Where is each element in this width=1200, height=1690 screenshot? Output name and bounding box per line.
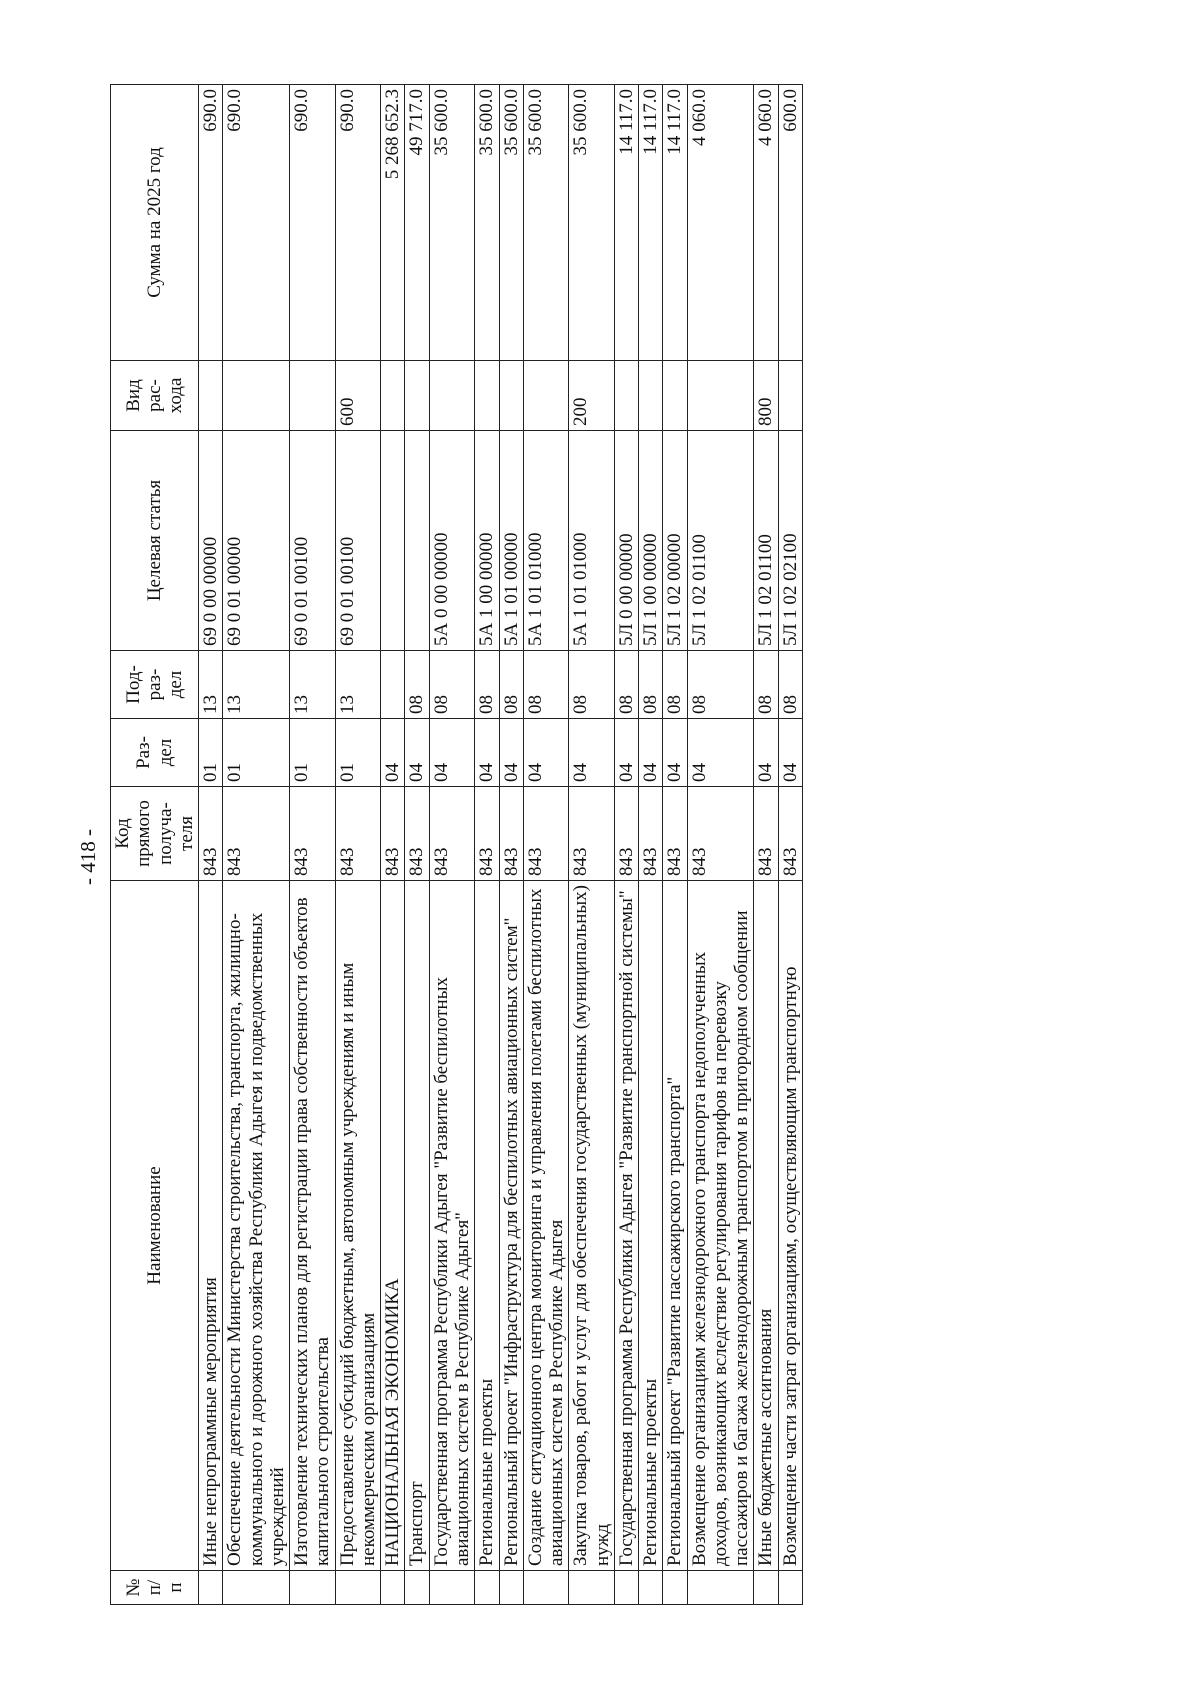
cell-name: Возмещение части затрат организациям, осуществляющим транспортную [778,881,802,1571]
cell-subsection: 08 [569,651,615,719]
cell-subsection: 08 [687,651,754,719]
cell-article: 5Л 1 02 01100 [687,431,754,651]
header-code: Код прямого получа-теля [111,787,199,881]
cell-subsection: 08 [639,651,663,719]
cell-name: Транспорт [405,881,429,1571]
cell-subsection: 08 [614,651,638,719]
cell-section: 04 [614,719,638,787]
cell-sum: 14 117.0 [639,85,663,361]
cell-article: 5А 1 01 01000 [569,431,615,651]
cell-code: 843 [290,787,336,881]
cell-name: Региональный проект "Развитие пассажирского транспорта" [663,881,687,1571]
header-name: Наименование [111,881,199,1571]
table-row [687,85,754,1605]
cell-sum: 49 717.0 [405,85,429,361]
cell-sum: 690.0 [290,85,336,361]
cell-sum: 690.0 [199,85,223,361]
cell-subsection: 08 [523,651,569,719]
cell-kind [778,361,802,431]
cell-subsection: 13 [199,651,223,719]
table-row [569,85,615,1605]
cell-code: 843 [199,787,223,881]
cell-article: 5Л 1 02 02100 [778,431,802,651]
header-subsection: Под-раз-дел [111,651,199,719]
cell-sum: 35 600.0 [523,85,569,361]
cell-num [290,1571,336,1605]
cell-kind [523,361,569,431]
table-body [199,85,803,1605]
cell-name: Иные непрограммные мероприятия [199,881,223,1571]
cell-code: 843 [754,787,778,881]
cell-sum: 4 060.0 [687,85,754,361]
cell-num [475,1571,499,1605]
cell-code: 843 [639,787,663,881]
cell-section: 04 [778,719,802,787]
table-row [290,85,336,1605]
cell-kind [381,361,405,431]
cell-name: Обеспечение деятельности Министерства строительства, транспорта, жилищно-коммунального и дорожного хозяйства Республики Адыгея и подведомственных учреждений [223,881,290,1571]
cell-sum: 690.0 [223,85,290,361]
cell-subsection: 13 [290,651,336,719]
cell-subsection: 08 [429,651,475,719]
cell-name: Иные бюджетные ассигнования [754,881,778,1571]
table-row [499,85,523,1605]
cell-name: Предоставление субсидий бюджетным, автономным учреждениям и иным некоммерческим организациям [335,881,381,1571]
cell-kind [405,361,429,431]
cell-sum: 35 600.0 [429,85,475,361]
cell-section: 04 [569,719,615,787]
cell-code: 843 [381,787,405,881]
cell-article: 5Л 1 00 00000 [639,431,663,651]
cell-subsection [381,651,405,719]
cell-kind [199,361,223,431]
cell-section: 01 [199,719,223,787]
cell-subsection: 13 [223,651,290,719]
cell-subsection: 08 [405,651,429,719]
cell-sum: 14 117.0 [663,85,687,361]
cell-subsection: 08 [475,651,499,719]
cell-num [569,1571,615,1605]
cell-article [381,431,405,651]
cell-name: Изготовление технических планов для регистрации права собственности объектов капитального строительства [290,881,336,1571]
cell-subsection: 08 [499,651,523,719]
cell-num [429,1571,475,1605]
cell-section: 04 [499,719,523,787]
cell-article [405,431,429,651]
cell-kind [499,361,523,431]
cell-section: 04 [663,719,687,787]
cell-article: 69 0 01 00100 [290,431,336,651]
cell-sum: 35 600.0 [475,85,499,361]
cell-sum: 35 600.0 [499,85,523,361]
cell-code: 843 [429,787,475,881]
table-row [199,85,223,1605]
cell-subsection: 13 [335,651,381,719]
cell-code: 843 [523,787,569,881]
cell-kind: 800 [754,361,778,431]
table-row [754,85,778,1605]
table-row [639,85,663,1605]
table-row [405,85,429,1605]
cell-num [223,1571,290,1605]
cell-num [639,1571,663,1605]
cell-kind [687,361,754,431]
cell-article: 5А 1 01 01000 [523,431,569,651]
table-row [429,85,475,1605]
budget-sheet [110,85,1090,1605]
cell-sum: 4 060.0 [754,85,778,361]
cell-kind [429,361,475,431]
cell-kind [475,361,499,431]
cell-sum: 600.0 [778,85,802,361]
cell-num [754,1571,778,1605]
table-row [223,85,290,1605]
table-row [335,85,381,1605]
cell-sum: 690.0 [335,85,381,361]
cell-article: 69 0 01 00000 [223,431,290,651]
cell-name: Региональный проект "Инфраструктура для беспилотных авиационных систем" [499,881,523,1571]
cell-code: 843 [778,787,802,881]
table-row [475,85,499,1605]
cell-name: Региональные проекты [475,881,499,1571]
cell-code: 843 [335,787,381,881]
cell-kind: 200 [569,361,615,431]
table-header-row [111,85,199,1605]
cell-subsection: 08 [754,651,778,719]
cell-section: 04 [405,719,429,787]
cell-num [614,1571,638,1605]
cell-article: 5Л 0 00 00000 [614,431,638,651]
cell-code: 843 [614,787,638,881]
cell-kind [639,361,663,431]
table-row [663,85,687,1605]
cell-article: 69 0 01 00100 [335,431,381,651]
cell-subsection: 08 [663,651,687,719]
cell-num [523,1571,569,1605]
cell-name: Возмещение организациям железнодорожного транспорта недополученных доходов, возникающих вследствие регулирования тарифов на перевозку пассажиров и багажа железнодорожным транспортом в пригородном сообщении [687,881,754,1571]
cell-code: 843 [569,787,615,881]
cell-section: 04 [523,719,569,787]
cell-code: 843 [687,787,754,881]
cell-sum: 14 117.0 [614,85,638,361]
cell-section: 04 [687,719,754,787]
header-section: Раз-дел [111,719,199,787]
budget-table [110,84,803,1605]
cell-section: 01 [335,719,381,787]
cell-num [778,1571,802,1605]
table-row [523,85,569,1605]
cell-article: 5А 0 00 00000 [429,431,475,651]
header-kind: Вид рас-хода [111,361,199,431]
cell-code: 843 [475,787,499,881]
cell-code: 843 [223,787,290,881]
cell-section: 01 [223,719,290,787]
cell-article: 69 0 00 00000 [199,431,223,651]
cell-article: 5Л 1 02 00000 [663,431,687,651]
cell-section: 04 [475,719,499,787]
cell-num [663,1571,687,1605]
cell-num [499,1571,523,1605]
cell-kind [663,361,687,431]
cell-name: Государственная программа Республики Адыгея "Развитие транспортной системы" [614,881,638,1571]
cell-section: 04 [639,719,663,787]
cell-sum: 5 268 652.3 [381,85,405,361]
cell-kind [223,361,290,431]
cell-num [199,1571,223,1605]
cell-code: 843 [499,787,523,881]
cell-name: НАЦИОНАЛЬНАЯ ЭКОНОМИКА [381,881,405,1571]
cell-name: Создание ситуационного центра мониторинга и управления полетами беспилотных авиационных систем в Республике Адыгея [523,881,569,1571]
cell-section: 04 [754,719,778,787]
cell-kind: 600 [335,361,381,431]
cell-kind [290,361,336,431]
table-row [778,85,802,1605]
cell-num [405,1571,429,1605]
cell-article: 5А 1 00 00000 [475,431,499,651]
cell-num [687,1571,754,1605]
cell-kind [614,361,638,431]
cell-section: 01 [290,719,336,787]
cell-section: 04 [381,719,405,787]
header-article: Целевая статья [111,431,199,651]
cell-code: 843 [663,787,687,881]
cell-name: Региональные проекты [639,881,663,1571]
table-row [381,85,405,1605]
cell-name: Закупка товаров, работ и услуг для обеспечения государственных (муниципальных) нужд [569,881,615,1571]
cell-code: 843 [405,787,429,881]
table-row [614,85,638,1605]
cell-article: 5Л 1 02 01100 [754,431,778,651]
cell-article: 5А 1 01 00000 [499,431,523,651]
cell-name: Государственная программа Республики Адыгея "Развитие беспилотных авиационных систем в Республике Адыгея" [429,881,475,1571]
page-number: - 418 - [76,829,100,885]
header-sum: Сумма на 2025 год [111,85,199,361]
cell-num [381,1571,405,1605]
cell-sum: 35 600.0 [569,85,615,361]
cell-section: 04 [429,719,475,787]
cell-subsection: 08 [778,651,802,719]
cell-num [335,1571,381,1605]
header-num: № п/п [111,1571,199,1605]
